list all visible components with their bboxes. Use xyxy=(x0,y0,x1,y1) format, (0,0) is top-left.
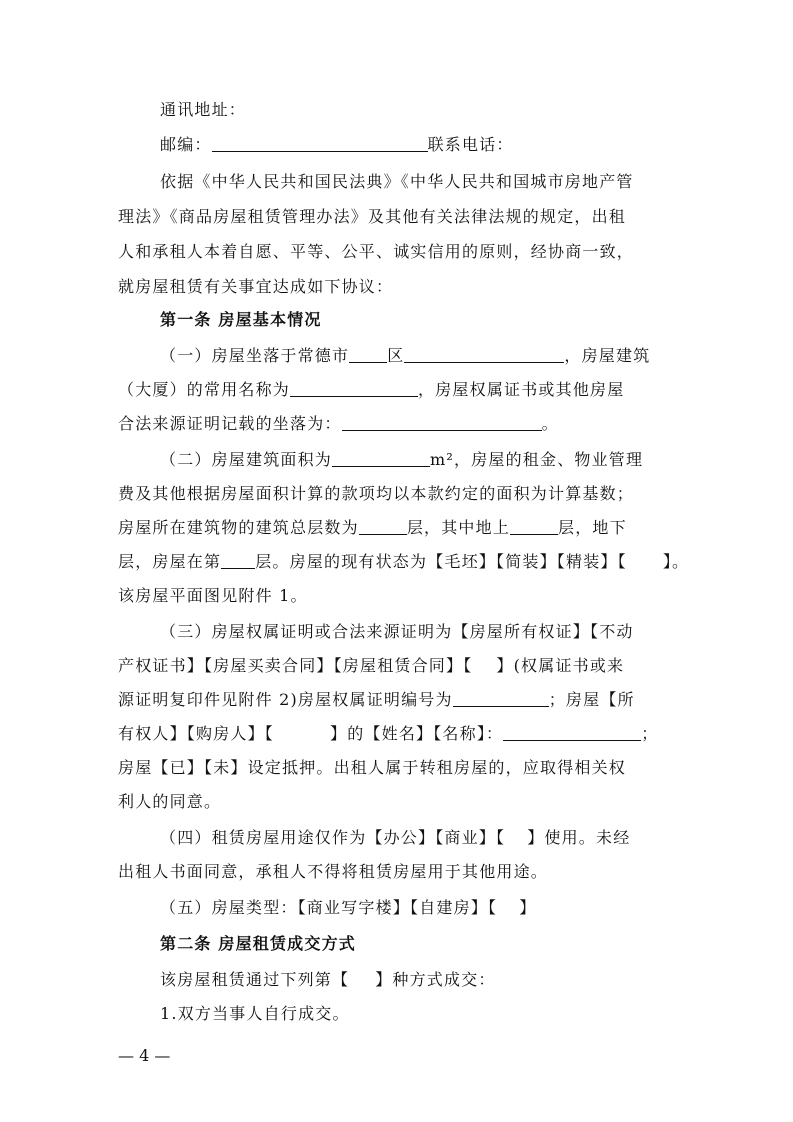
postcode-blank[interactable] xyxy=(212,135,428,152)
item-3-line-4: 有权人】【购房人】【 】的【姓名】【名称】： ； xyxy=(118,724,659,743)
article-2-line-1: 该房屋租赁通过下列第【 】种方式成交： xyxy=(160,970,496,989)
item-3-line-5: 房屋【已】【未】设定抵押。出租人属于转租房屋的，应取得相关权 xyxy=(118,758,627,777)
article-2-title: 第二条 房屋租赁成交方式 xyxy=(160,934,356,953)
above-ground-floors-blank[interactable] xyxy=(510,518,558,535)
item-3-line-2: 产权证书】【房屋买卖合同】【房屋租赁合同】【 】(权属证书或来 xyxy=(118,656,625,675)
item-2-line-2: 费及其他根据房屋面积计算的款项均以本款约定的面积为计算基数； xyxy=(118,484,635,503)
total-floors-blank[interactable] xyxy=(359,518,407,535)
item-5-line-1: （五）房屋类型：【商业写字楼】【自建房】【 】 xyxy=(160,898,537,917)
preamble-line-1: 依据《中华人民共和国民法典》《中华人民共和国城市房地产管 xyxy=(160,172,634,191)
item-3-line-6: 利人的同意。 xyxy=(118,792,222,811)
preamble-line-3: 人和承租人本着自愿、平等、公平、诚实信用的原则，经协商一致， xyxy=(118,242,635,261)
page-number: — 4 — xyxy=(118,1046,171,1065)
registered-address-blank[interactable] xyxy=(342,414,542,431)
article-1-title: 第一条 房屋基本情况 xyxy=(160,310,322,329)
item-3-line-3: 源证明复印件见附件 2)房屋权属证明编号为 ；房屋【所 xyxy=(118,690,635,709)
item-2-line-5: 该房屋平面图见附件 1。 xyxy=(118,586,308,605)
preamble-line-2: 理法》《商品房屋租赁管理办法》及其他有关法律法规的规定，出租 xyxy=(118,207,627,226)
item-1-line-2: （大厦）的常用名称为 ，房屋权属证书或其他房屋 xyxy=(118,380,625,399)
building-name-blank[interactable] xyxy=(290,380,418,397)
item-1-line-1: （一）房屋坐落于常德市 区 ，房屋建筑 xyxy=(160,346,651,365)
city-district-blank[interactable] xyxy=(349,346,387,363)
item-3-line-1: （三）房屋权属证明或合法来源证明为【房屋所有权证】【不动 xyxy=(160,622,634,641)
item-2-line-3: 房屋所在建筑物的建筑总层数为 层，其中地上 层，地下 xyxy=(118,518,627,537)
preamble-line-4: 就房屋租赁有关事宜达成如下协议： xyxy=(118,277,394,296)
address-line: 通讯地址： xyxy=(160,100,247,119)
item-2-line-4: 层，房屋在第 层。房屋的现有状态为【毛坯】【简装】【精装】【 】。 xyxy=(118,552,690,571)
area-blank[interactable] xyxy=(332,450,430,467)
postcode-phone-line: 邮编： 联系电话： xyxy=(160,135,514,154)
item-1-line-3: 合法来源证明记载的坐落为： 。 xyxy=(118,414,559,433)
certificate-number-blank[interactable] xyxy=(453,690,549,707)
article-2-line-2: 1.双方当事人自行成交。 xyxy=(160,1004,350,1023)
item-4-line-1: （四）租赁房屋用途仅作为【办公】【商业】【 】使用。未经 xyxy=(160,828,631,847)
location-blank[interactable] xyxy=(404,346,564,363)
owner-name-blank[interactable] xyxy=(503,724,641,741)
floor-number-blank[interactable] xyxy=(221,552,255,569)
item-2-line-1: （二）房屋建筑面积为 m²，房屋的租金、物业管理 xyxy=(160,450,644,469)
item-4-line-2: 出租人书面同意，承租人不得将租赁房屋用于其他用途。 xyxy=(118,862,549,881)
